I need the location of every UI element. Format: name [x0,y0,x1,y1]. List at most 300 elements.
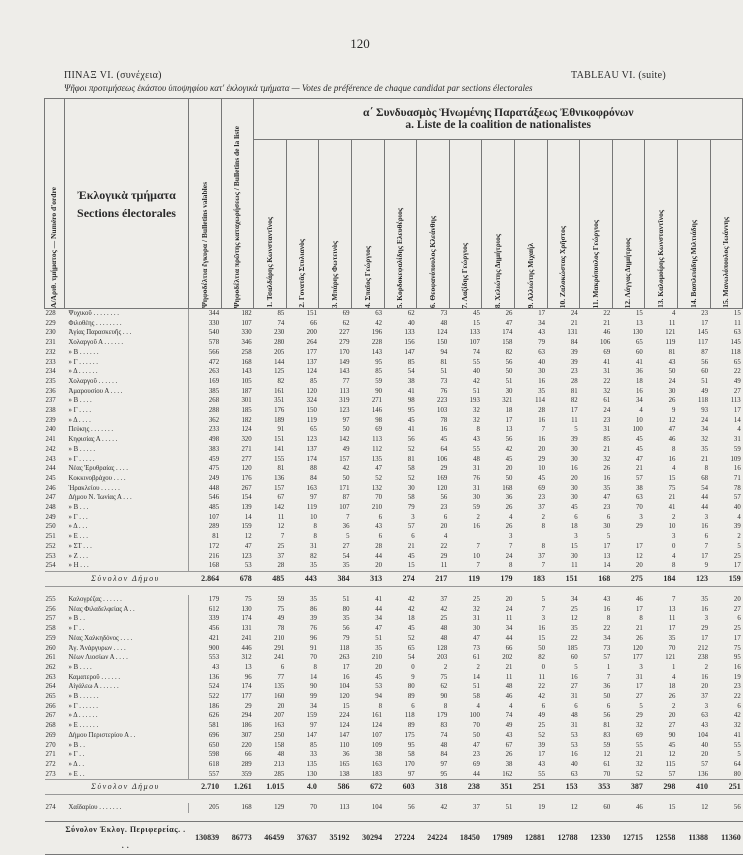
vote-cell: 49 [701,387,708,395]
vote-cell: 52 [407,445,415,453]
vote-cell: 35 [310,562,317,570]
vote-cell: 48 [277,751,285,759]
vote-cell: 52 [375,474,383,482]
row-number: 265 [45,693,56,701]
vote-cell: 6 [737,615,741,623]
vote-cell: 129 [274,804,285,812]
vote-cell: 4 [672,552,676,560]
vote-cell: 207 [274,712,285,720]
row-number: 245 [45,474,56,482]
vote-cell: 25 [733,552,741,560]
vote-cell: 69 [636,731,643,739]
vote-cell: 120 [241,465,252,473]
vote-cell: 51 [473,683,480,691]
vote-cell: 29 [701,625,708,633]
row-number: 274 [45,804,56,812]
vote-cell: 35 [310,595,317,603]
vote-cell: 95 [407,407,415,415]
vote-cell: 8 [378,702,383,710]
vote-cell: 118 [404,712,415,720]
vote-cell: 16 [701,523,708,531]
vote-cell: 6 [411,702,415,710]
vote-cell: 35 [701,445,708,453]
vote-cell: 71 [733,474,741,482]
section-name: Φιλοθέης . . . . . . . . [68,319,122,327]
vote-cell: 28 [375,542,383,550]
vote-cell: 70 [668,644,676,652]
vote-cell: 12 [570,804,578,812]
page-number: 120 [350,36,370,51]
vote-cell: 6 [280,663,285,671]
row-number: 254 [45,562,56,570]
vote-cell: 53 [375,683,383,691]
candidate-name: 10. Ζαλοκώστας Χρῆστος [558,225,568,308]
spacer-row [45,813,743,822]
vote-cell: 43 [375,523,383,531]
vote-cell: 12 [668,751,676,759]
row-number: 268 [45,722,56,730]
vote-cell: 18 [570,523,578,531]
section-name: Ἡρακλείου . . . . . . [68,484,120,492]
vote-cell: 238 [697,654,708,662]
vote-cell: 48 [440,625,448,633]
vote-cell: 25 [538,722,546,730]
vote-cell: 30 [570,455,578,463]
vote-cell: 165 [339,760,350,768]
vote-cell: 44 [473,770,480,778]
vote-cell: 5 [737,751,741,759]
vote-cell: 35 [701,595,708,603]
vote-cell: 49 [342,445,350,453]
vote-cell: 20 [733,595,741,603]
vote-cell: 5 [606,533,611,541]
vote-cell: 42 [440,804,448,812]
vote-cell: 289 [189,522,222,532]
table-row [45,605,743,615]
table-row [45,377,743,387]
vote-cell: 70 [375,494,383,502]
vote-cell: 182 [241,416,252,424]
vote-cell: 185 [567,644,578,652]
vote-cell: 324 [306,397,317,405]
vote-cell: 185 [241,407,252,415]
vote-cell: 133 [404,329,415,337]
vote-cell: 123 [306,436,317,444]
vote-cell: 76 [440,387,448,395]
vote-cell: 11 [734,319,741,327]
table-row [45,634,743,644]
vote-cell: 78 [277,625,285,633]
vote-cell: 39 [570,358,578,366]
vote-cell: 10 [668,523,676,531]
vote-cell: 114 [535,397,546,405]
vote-cell: 277 [241,455,252,463]
vote-cell: 28 [570,377,578,385]
vote-cell: 107 [469,339,480,347]
vote-cell: 17 [636,605,643,613]
vote-cell: 58 [407,494,415,502]
vote-cell: 86773 [221,822,254,855]
vote-cell: 17 [733,634,741,642]
vote-cell: 10 [636,416,643,424]
vote-cell: 115 [665,760,676,768]
vote-cell: 498 [189,435,222,445]
table-row [45,387,743,397]
vote-cell: 224 [339,712,350,720]
vote-cell: 50 [473,731,480,739]
vote-cell: 30 [570,445,578,453]
vote-cell: 459 [189,455,222,465]
row-number [45,822,65,855]
row-number: 252 [45,542,56,550]
vote-cell: 12 [701,804,708,812]
vote-cell: 344 [189,309,222,319]
vote-cell: 55 [636,741,643,749]
vote-cell: 24 [505,552,513,560]
vote-cell: 74 [473,348,480,356]
vote-cell: 421 [189,634,222,644]
vote-cell: 59 [375,377,383,385]
vote-cell: 230 [274,329,285,337]
vote-cell: 20 [277,702,285,710]
vote-cell: 52 [538,731,546,739]
vote-cell: 11 [571,416,578,424]
vote-cell: 271 [241,445,252,453]
vote-cell: 16 [636,387,643,395]
table-row [45,338,743,348]
section-name: Ἁγίας Παρασκευῆς . . . [68,329,132,337]
vote-cell: 33 [310,751,317,759]
vote-cell: 169 [437,474,448,482]
table-row [45,435,743,445]
vote-cell: 17 [733,407,741,415]
vote-cell: 145 [697,329,708,337]
vote-cell: 0 [541,663,546,671]
vote-cell: 163 [306,484,317,492]
vote-cell: 47 [375,625,383,633]
vote-cell: 8 [509,562,513,570]
row-number: 244 [45,465,56,473]
vote-cell: 362 [189,416,222,426]
vote-cell: 586 [319,780,352,795]
section-name: » ΣΤ . . . [68,542,92,550]
vote-cell: 65 [636,339,643,347]
vote-cell [612,532,645,542]
vote-cell: 58 [407,465,415,473]
vote-cell: 32 [636,722,643,730]
vote-cell: 94 [440,348,448,356]
vote-cell: 99 [310,693,317,701]
vote-cell: 104 [371,804,383,812]
vote-cell: 25 [570,605,578,613]
vote-cell: 75 [244,595,252,603]
candidate-name: 8. Χελιώτης Δημήτριος [493,233,503,308]
vote-cell: 44 [701,504,708,512]
row-number: 273 [45,770,56,778]
votes-table [44,98,741,851]
vote-cell: 62 [407,310,415,317]
vote-cell: 47 [375,465,383,473]
vote-cell: 251 [514,780,547,795]
vote-cell: 31 [310,542,317,550]
vote-cell: 485 [254,571,287,586]
section-name: » Η . . . [68,562,89,570]
vote-cell: 21 [636,625,643,633]
candidate-header [351,140,384,309]
vote-cell: 17 [701,319,708,327]
vote-cell: 7 [541,562,546,570]
vote-cell: 74 [505,712,513,720]
vote-cell: 74 [440,731,448,739]
vote-cell: 120 [632,644,643,652]
vote-cell: 41 [636,358,643,366]
vote-cell: 49 [277,615,285,623]
vote-cell: 16 [570,465,578,473]
vote-cell: 16 [538,436,546,444]
vote-cell: 136 [697,770,708,778]
vote-cell: 179 [437,712,448,720]
vote-cell: 7 [606,673,611,681]
vote-cell: 93 [701,407,708,415]
header-left: ΠΙΝΑΞ VI. (συνέχεια) [64,70,162,81]
vote-cell: 118 [698,397,708,405]
vote-cell: 31 [473,615,480,623]
vote-cell: 44 [505,634,513,642]
vote-cell: 69 [538,484,546,492]
vote-cell: 26 [668,693,676,701]
vote-cell: 12788 [547,822,580,855]
vote-cell: 77 [277,673,285,681]
section-name: » Β . . . . . . [68,693,99,701]
vote-cell: 4 [509,513,513,521]
vote-cell: 264 [306,339,317,347]
vote-cell: 90 [668,731,676,739]
vote-cell: 144 [274,358,285,366]
vote-cell: 25 [733,625,741,633]
vote-cell: 22 [538,683,546,691]
vote-cell: 83 [603,731,611,739]
row-number: 236 [45,387,56,395]
header-right: TABLEAU VI. (suite) [571,70,666,81]
vote-cell: 410 [677,780,710,795]
vote-cell: 26 [505,751,513,759]
vote-cell: 30 [668,387,676,395]
vote-cell: 86 [310,605,317,613]
candidate-name: 15. Μανωλόπουλος Ἰωάννης [721,217,731,308]
vote-cell [514,532,547,542]
candidate-header [612,140,645,309]
vote-cell: 61 [603,760,611,768]
vote-cell: 149 [339,358,350,366]
vote-cell: 24 [505,605,513,613]
vote-cell: 95 [407,741,415,749]
vote-cell: 104 [697,731,708,739]
table-header [45,99,743,309]
vote-cell: 47 [473,741,480,749]
table-row [45,513,743,523]
vote-cell: 291 [274,644,285,652]
vote-cell: 123 [677,571,710,586]
vote-cell: 97 [407,770,415,778]
vote-cell: 45 [375,673,383,681]
vote-cell: 24 [701,416,708,424]
vote-cell: 29 [636,523,643,531]
vote-cell: 678 [221,571,254,586]
vote-cell: 42 [375,319,383,327]
table-row [45,532,743,542]
vote-cell: 40 [733,504,741,512]
vote-cell: 22 [733,693,741,701]
vote-cell: 46459 [254,822,287,855]
vote-cell: 106 [600,339,611,347]
vote-cell: 17 [636,683,643,691]
vote-cell: 83 [440,722,448,730]
candidate-header [710,140,743,309]
table-row [45,522,743,532]
vote-cell: 30 [603,523,611,531]
vote-cell: 20 [375,562,383,570]
vote-cell: 76 [473,474,480,482]
vote-cell: 133 [469,329,480,337]
vote-cell: 95 [733,654,741,662]
vote-cell: 132 [371,484,383,492]
vote-cell: 233 [189,425,222,435]
row-number: 242 [45,445,56,453]
table-row [45,644,743,654]
vote-cell: 21 [636,465,643,473]
row-number: 231 [45,339,56,347]
vote-cell: 26 [505,310,513,317]
vote-cell: 2 [476,663,480,671]
section-name: Πεύκης . . . . . . . [68,426,114,434]
vote-cell: 159 [710,571,743,586]
vote-cell: 40 [701,741,708,749]
vote-cell: 56 [505,436,513,444]
vote-cell: 120 [339,693,350,701]
vote-cell: 12330 [580,822,613,855]
vote-cell: 85 [310,377,317,385]
vote-cell: 32 [473,407,480,415]
vote-cell: 3 [509,533,513,541]
vote-cell: 20 [375,663,383,671]
vote-cell: 18 [636,377,643,385]
vote-cell: 79 [538,339,546,347]
vote-cell: 61 [473,654,480,662]
vote-cell: 34 [310,702,317,710]
vote-cell: 66 [505,644,513,652]
vote-cell: 21 [570,319,578,327]
vote-cell: 312 [241,654,252,662]
table-row [45,493,743,503]
vote-cell: 179 [482,571,515,586]
section-name: » Β . . [68,741,85,749]
vote-cell: 5 [346,533,350,541]
vote-cell: 263 [189,367,222,377]
vote-cell: 6 [606,513,611,521]
vote-cell: 45 [538,474,546,482]
vote-cell: 12 [668,416,676,424]
row-number: 249 [45,513,56,521]
vote-cell: 81 [440,358,448,366]
vote-cell: 318 [417,780,450,795]
vote-cell: 13 [603,552,611,560]
vote-cell: 36 [505,494,513,502]
vote-cell: 29 [538,455,546,463]
vote-cell: 6 [574,702,578,710]
vote-cell: 146 [371,407,383,415]
vote-cell: 62 [342,319,350,327]
vote-cell: 36 [342,523,350,531]
vote-cell: 29 [440,465,448,473]
section-name: » Γ . . . . . . [68,702,98,710]
vote-cell: 8 [313,663,317,671]
section-name: Δήμου Ν. Ἰωνίας Α . . . [68,494,132,502]
vote-cell: 301 [241,397,252,405]
vote-cell: 16 [342,673,350,681]
vote-cell: 107 [189,513,222,523]
vote-cell: 15 [733,310,741,317]
vote-cell: 67 [505,741,513,749]
vote-cell: 15 [570,542,578,550]
vote-cell: 50 [342,426,350,434]
vote-cell: 90 [310,683,317,691]
vote-cell: 27 [733,387,741,395]
vote-cell: 26 [668,397,676,405]
vote-cell: 80 [342,605,350,613]
vote-cell: 351 [482,780,515,795]
vote-cell: 11 [668,615,676,623]
vote-cell: 161 [274,387,285,395]
coalition-french: a. Liste de la coalition de nationalistes [405,119,591,131]
vote-cell: 34 [603,634,611,642]
table-row [45,348,743,358]
vote-cell: 186 [189,702,222,712]
vote-cell: 98 [407,397,415,405]
vote-cell: 19 [733,673,741,681]
vote-cell: 12 [636,552,643,560]
vote-cell: 7 [541,605,546,613]
vote-cell: 60 [636,348,643,356]
vote-cell: 120 [437,484,448,492]
vote-cell: 174 [502,329,513,337]
section-name: » Δ . . . [68,523,88,531]
vote-cell: 31 [636,673,643,681]
vote-cell: 60 [603,804,611,812]
vote-cell: 57 [733,494,741,502]
vote-cell: 5 [639,702,643,710]
vote-cell: 31 [603,426,611,434]
vote-cell: 44 [701,494,708,502]
vote-cell: 40 [570,760,578,768]
vote-cell: 15 [636,310,643,317]
vote-cell: 89 [407,693,415,701]
vote-cell: 47 [473,634,480,642]
vote-cell: 45 [668,741,676,749]
vote-cell: 37 [538,504,546,512]
vote-cell: 143 [339,368,350,376]
vote-cell: 7 [280,533,285,541]
vote-cell: 31 [570,693,578,701]
vote-cell: 11 [505,615,513,623]
vote-cell: 45 [407,416,415,424]
vote-cell: 50 [505,368,513,376]
vote-cell: 130 [306,770,317,778]
vote-cell: 210 [274,634,285,642]
vote-cell: 23 [538,494,546,502]
vote-cell: 16 [733,663,741,671]
vote-cell: 56 [505,358,513,366]
vote-cell: 54 [407,654,415,662]
